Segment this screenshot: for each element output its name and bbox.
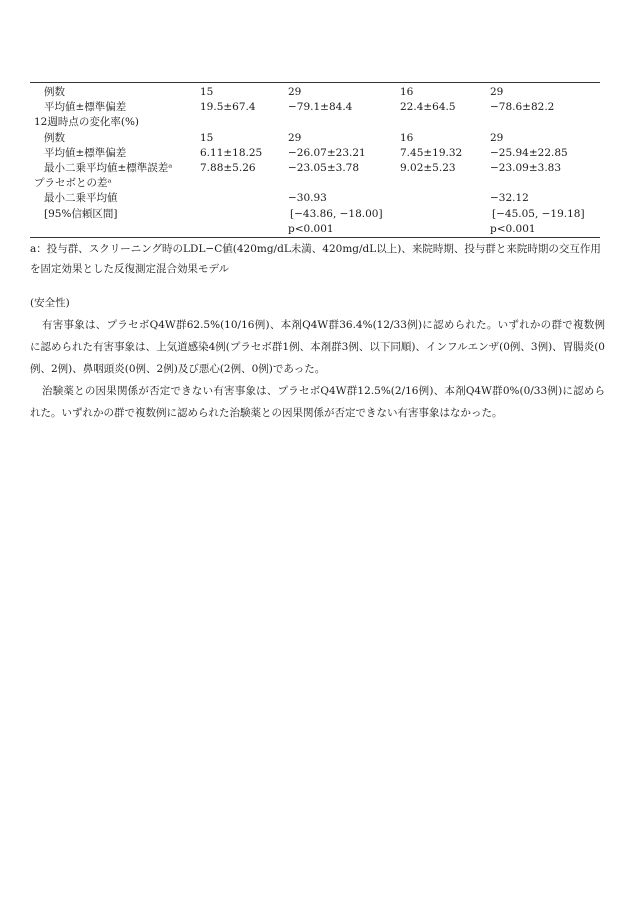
cell-col-1: 15 [200, 86, 214, 98]
table-top-rule [30, 82, 600, 83]
row-label: [95%信頼区間] [44, 207, 118, 220]
cell-col-4: −78.6±82.2 [490, 101, 555, 114]
cell-col-4: −32.12 [490, 192, 529, 205]
cell-col-4: p<0.001 [490, 222, 536, 235]
cell-col-4: 29 [490, 131, 504, 144]
row-label: 例数 [44, 131, 65, 144]
cell-col-2: −79.1±84.4 [288, 101, 353, 114]
row-label: 平均値±標準偏差 [44, 101, 127, 114]
cell-col-2: 29 [288, 86, 302, 98]
cell-col-4: −25.94±22.85 [490, 146, 568, 159]
cell-col-2: −30.93 [288, 192, 327, 205]
row-label: 例数 [44, 86, 65, 98]
safety-paragraph-1: 有害事象は、プラセボQ4W群62.5%(10/16例)、本剤Q4W群36.4%(12/33例)に認められた。いずれかの群で複数例に認められた有害事象は、上気道感染4例(プラセボ群1例、本剤群3例、以下同順)、インフルエンザ(0例、3例)、胃腸炎(0例、2例)、鼻咽頭炎(0例、2例)及び悪心(2例、0例)であった。 [30, 319, 605, 375]
cell-col-2: p<0.001 [288, 222, 334, 235]
safety-paragraph-2: 治験薬との因果関係が否定できない有害事象は、プラセボQ4W群12.5%(2/16例)、本剤Q4W群0%(0/33例)に認められた。いずれかの群で複数例に認められた治験薬との因果関係が否定できない有害事象はなかった。 [30, 385, 605, 419]
safety-heading: (安全性) [30, 297, 70, 309]
cell-col-1: 15 [200, 131, 214, 144]
cell-col-3: 9.02±5.23 [400, 162, 456, 174]
cell-col-2: −23.05±3.78 [288, 162, 360, 174]
cell-col-3: 7.45±19.32 [400, 146, 463, 159]
row-label: 最小二乗平均値 [44, 192, 118, 205]
row-label: 平均値±標準偏差 [44, 146, 127, 159]
row-label: 12週時点の変化率(%) [34, 116, 140, 129]
cell-col-1: 19.5±67.4 [200, 101, 256, 114]
table-footnote: a：投与群、スクリーニング時のLDL−C値(420mg/dL未満、420mg/dL以上)、来院時期、投与群と来院時期の交互作用を固定効果とした反復測定混合効果モデル [30, 243, 601, 275]
cell-col-3: 16 [400, 86, 414, 98]
cell-col-1: 6.11±18.25 [200, 146, 263, 159]
cell-col-2: [−43.86, −18.00] [290, 207, 383, 220]
cell-col-2: −26.07±23.21 [288, 146, 366, 159]
cell-col-3: 16 [400, 131, 414, 144]
cell-col-1: 7.88±5.26 [200, 162, 256, 174]
row-label: 最小二乗平均値±標準誤差ᵃ [44, 162, 173, 174]
cell-col-2: 29 [288, 131, 302, 144]
cell-col-4: [−45.05, −19.18] [492, 207, 585, 220]
cell-col-3: 22.4±64.5 [400, 101, 456, 114]
table-bottom-rule [30, 237, 600, 238]
row-label: プラセボとの差ᵃ [34, 177, 112, 190]
cell-col-4: 29 [490, 86, 504, 98]
cell-col-4: −23.09±3.83 [490, 162, 562, 174]
